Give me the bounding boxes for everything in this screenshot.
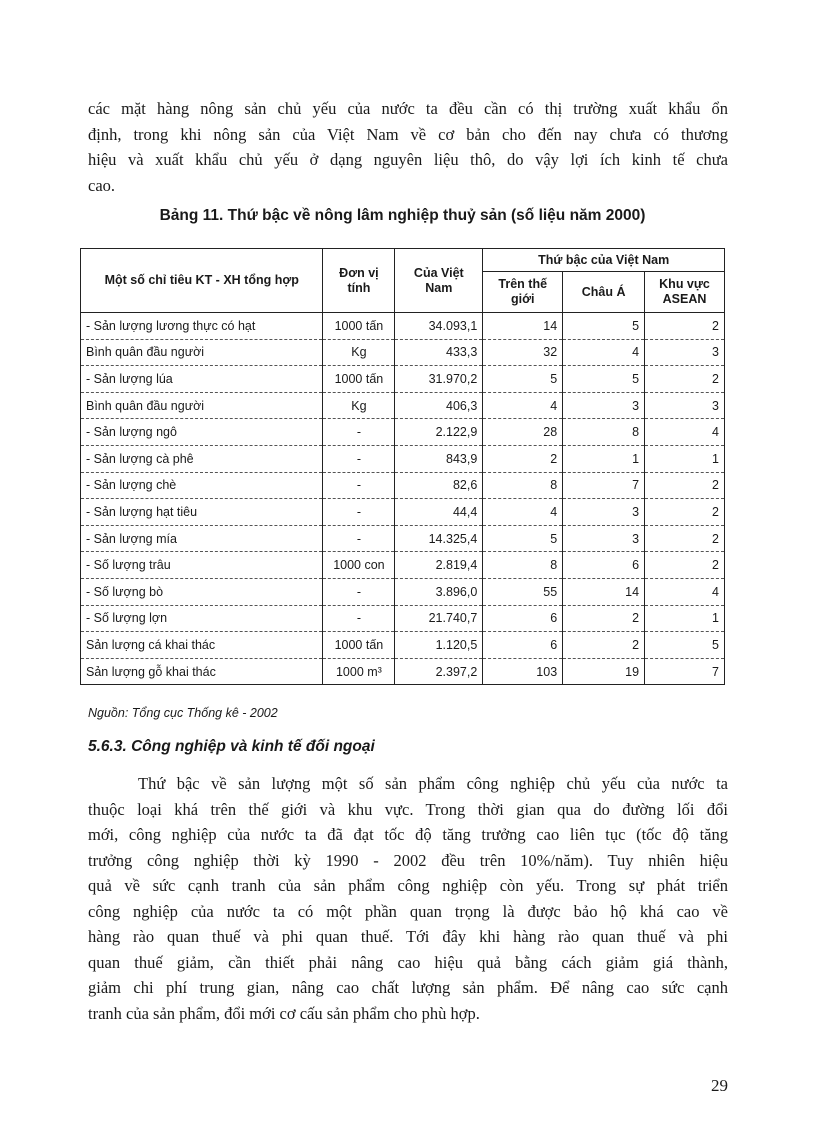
cell-rank-world: 8 [483, 472, 563, 499]
cell-value: 843,9 [395, 445, 483, 472]
table-source: Nguồn: Tổng cục Thống kê - 2002 [88, 706, 278, 720]
page-number: 29 [711, 1076, 728, 1095]
cell-indicator: - Sản lượng cà phê [81, 445, 323, 472]
table-header-row [81, 249, 725, 272]
cell-indicator: Sản lượng gỗ khai thác [81, 658, 323, 685]
cell-unit: 1000 tấn [323, 366, 395, 393]
table-row [81, 552, 725, 579]
cell-rank-asean: 2 [645, 313, 725, 340]
cell-indicator: - Số lượng lợn [81, 605, 323, 632]
cell-rank-world: 4 [483, 392, 563, 419]
table-row [81, 392, 725, 419]
cell-rank-world: 6 [483, 632, 563, 659]
cell-unit: - [323, 419, 395, 446]
cell-indicator: Bình quân đầu người [81, 392, 323, 419]
header-world: Trên thế giới [483, 272, 563, 313]
cell-unit: Kg [323, 339, 395, 366]
table-row [81, 419, 725, 446]
cell-rank-world: 103 [483, 658, 563, 685]
paragraph-line: cao. [88, 175, 116, 195]
cell-rank-asean: 2 [645, 525, 725, 552]
cell-value: 2.122,9 [395, 419, 483, 446]
paragraph-line: các mặt hàng nông sản chủ yếu của nước ta đều cần có thị trường xuất khẩu ổn [88, 99, 728, 118]
cell-unit: Kg [323, 392, 395, 419]
cell-rank-asean: 7 [645, 658, 725, 685]
cell-value: 1.120,5 [395, 632, 483, 659]
cell-indicator: - Sản lượng hạt tiêu [81, 499, 323, 526]
cell-value: 3.896,0 [395, 578, 483, 605]
table-row [81, 632, 725, 659]
cell-rank-world: 32 [483, 339, 563, 366]
header-indicator: Một số chỉ tiêu KT - XH tổng hợp [81, 249, 323, 313]
cell-rank-asia: 3 [563, 525, 645, 552]
cell-value: 21.740,7 [395, 605, 483, 632]
table-row [81, 499, 725, 526]
cell-rank-asia: 5 [563, 313, 645, 340]
paragraph-line: công nghiệp của nước ta có một phần quan trọng là được bảo hộ khá cao về [88, 901, 728, 921]
cell-value: 31.970,2 [395, 366, 483, 393]
table-title: Bảng 11. Thứ bậc về nông lâm nghiệp thuỷ sản (số liệu năm 2000) [159, 207, 646, 224]
cell-unit: 1000 m³ [323, 658, 395, 685]
cell-value: 34.093,1 [395, 313, 483, 340]
cell-rank-asean: 2 [645, 499, 725, 526]
intro-paragraph [88, 96, 728, 198]
cell-rank-asia: 14 [563, 578, 645, 605]
cell-value: 433,3 [395, 339, 483, 366]
table-row [81, 366, 725, 393]
cell-value: 2.397,2 [395, 658, 483, 685]
cell-rank-asia: 5 [563, 366, 645, 393]
cell-indicator: - Sản lượng lương thực có hạt [81, 313, 323, 340]
header-vietnam-value: Của Việt Nam [395, 249, 483, 313]
cell-rank-world: 6 [483, 605, 563, 632]
cell-rank-world: 5 [483, 366, 563, 393]
cell-rank-asia: 4 [563, 339, 645, 366]
cell-rank-asean: 2 [645, 472, 725, 499]
table-body [81, 313, 725, 685]
cell-rank-world: 55 [483, 578, 563, 605]
table-row [81, 658, 725, 685]
cell-rank-asean: 5 [645, 632, 725, 659]
cell-rank-asia: 1 [563, 445, 645, 472]
cell-value: 82,6 [395, 472, 483, 499]
cell-indicator: - Sản lượng lúa [81, 366, 323, 393]
cell-indicator: Bình quân đầu người [81, 339, 323, 366]
paragraph-line: định, trong khi nông sản của Việt Nam về cơ bản cho đến nay chưa có thương [88, 124, 728, 144]
ranking-table [80, 248, 725, 685]
table-row [81, 472, 725, 499]
cell-rank-asia: 3 [563, 499, 645, 526]
paragraph-line: quan thuế giảm, cần thiết phải nâng cao hiệu quả bằng cách giảm giá thành, [88, 952, 728, 972]
body-paragraph [88, 771, 728, 1026]
paragraph-line: hàng rào quan thuế và phi quan thuế. Tới đây khi hàng rào quan thuế và phi [88, 927, 728, 946]
cell-unit: - [323, 525, 395, 552]
cell-unit: - [323, 605, 395, 632]
cell-indicator: - Sản lượng ngô [81, 419, 323, 446]
cell-rank-asia: 19 [563, 658, 645, 685]
table-row [81, 605, 725, 632]
cell-indicator: Sản lượng cá khai thác [81, 632, 323, 659]
cell-unit: 1000 con [323, 552, 395, 579]
cell-rank-world: 8 [483, 552, 563, 579]
header-asean: Khu vực ASEAN [645, 272, 725, 313]
cell-rank-asean: 4 [645, 419, 725, 446]
cell-value: 44,4 [395, 499, 483, 526]
cell-unit: - [323, 472, 395, 499]
cell-indicator: - Số lượng bò [81, 578, 323, 605]
cell-rank-asean: 3 [645, 392, 725, 419]
cell-value: 406,3 [395, 392, 483, 419]
cell-unit: 1000 tấn [323, 632, 395, 659]
paragraph-line: hiệu và xuất khẩu chủ yếu ở dạng nguyên liệu thô, do vậy lợi ích kinh tế chưa [88, 150, 728, 169]
cell-rank-asia: 7 [563, 472, 645, 499]
cell-rank-asean: 1 [645, 605, 725, 632]
header-unit: Đơn vị tính [323, 249, 395, 313]
cell-rank-asia: 2 [563, 632, 645, 659]
cell-rank-asean: 4 [645, 578, 725, 605]
paragraph-line: giảm chi phí trung gian, nâng cao chất lượng sản phẩm. Để nâng cao sức cạnh [88, 978, 728, 997]
cell-rank-asia: 8 [563, 419, 645, 446]
cell-unit: - [323, 499, 395, 526]
cell-value: 2.819,4 [395, 552, 483, 579]
cell-rank-asia: 2 [563, 605, 645, 632]
header-asia: Châu Á [563, 272, 645, 313]
cell-rank-world: 4 [483, 499, 563, 526]
paragraph-line: Thứ bậc về sản lượng một số sản phẩm công nghiệp chủ yếu của nước ta [138, 774, 728, 793]
cell-rank-world: 28 [483, 419, 563, 446]
paragraph-line: thuộc loại khá trên thế giới và khu vực. Trong thời gian qua do đường lối đổi [88, 799, 728, 819]
cell-rank-asia: 3 [563, 392, 645, 419]
cell-rank-asean: 2 [645, 366, 725, 393]
cell-rank-asean: 1 [645, 445, 725, 472]
paragraph-line: tranh của sản phẩm, đổi mới cơ cấu sản phẩm cho phù hợp. [88, 1003, 480, 1023]
cell-value: 14.325,4 [395, 525, 483, 552]
table-row [81, 525, 725, 552]
paragraph-line: trưởng công nghiệp thời kỳ 1990 - 2002 đều trên 10%/năm). Tuy nhiên hiệu [88, 850, 728, 870]
section-heading: 5.6.3. Công nghiệp và kinh tế đối ngoại [88, 738, 375, 755]
cell-rank-world: 14 [483, 313, 563, 340]
cell-indicator: - Số lượng trâu [81, 552, 323, 579]
cell-unit: 1000 tấn [323, 313, 395, 340]
cell-rank-world: 2 [483, 445, 563, 472]
table-row [81, 445, 725, 472]
table-row [81, 339, 725, 366]
cell-rank-asean: 2 [645, 552, 725, 579]
cell-rank-asean: 3 [645, 339, 725, 366]
table-row [81, 313, 725, 340]
cell-rank-asia: 6 [563, 552, 645, 579]
header-rank-group: Thứ bậc của Việt Nam [483, 249, 725, 272]
cell-indicator: - Sản lượng mía [81, 525, 323, 552]
cell-indicator: - Sản lượng chè [81, 472, 323, 499]
paragraph-line: quả về sức cạnh tranh của sản phẩm công nghiệp còn yếu. Trong sự phát triển [88, 876, 728, 895]
table-row [81, 578, 725, 605]
cell-unit: - [323, 578, 395, 605]
paragraph-line: mới, công nghiệp của nước ta đã đạt tốc độ tăng trưởng cao liên tục (tốc độ tăng [88, 825, 728, 844]
cell-unit: - [323, 445, 395, 472]
cell-rank-world: 5 [483, 525, 563, 552]
